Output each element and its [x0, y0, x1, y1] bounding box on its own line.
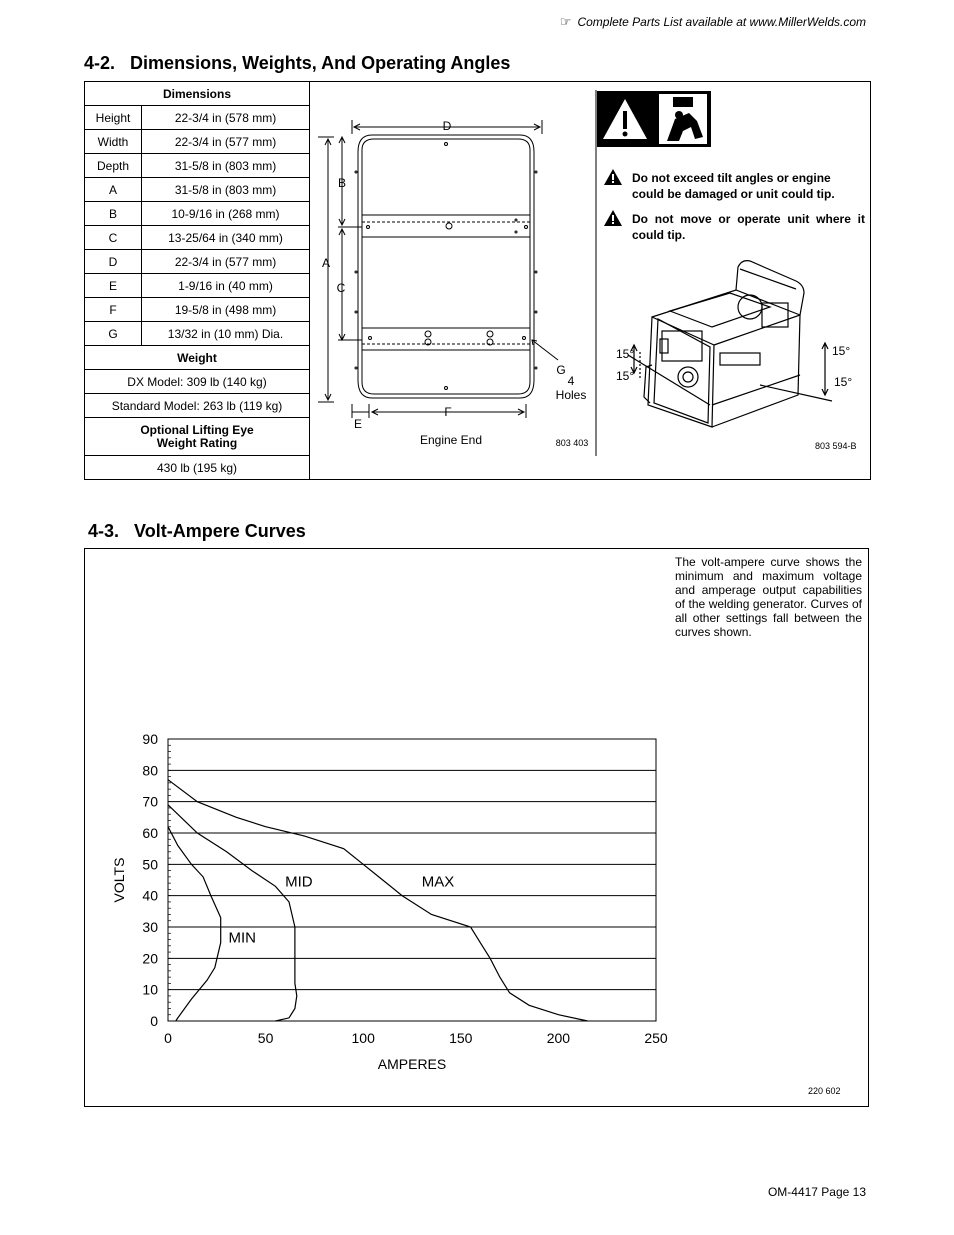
dimension-row	[85, 130, 310, 154]
label-g: G	[556, 363, 566, 377]
dimensions-header: Dimensions	[85, 82, 310, 106]
dimension-row	[85, 322, 310, 346]
warning-symbols	[597, 91, 711, 147]
volt-ampere-chart	[100, 725, 700, 1085]
dimension-row	[85, 226, 310, 250]
x-tick-label: 50	[257, 1030, 274, 1046]
warning-1: Do not exceed tilt angles or engine could be damaged or unit could tip.	[603, 170, 865, 202]
series-line-min	[168, 827, 221, 1021]
label-f: F	[444, 405, 452, 419]
dimension-label: A	[85, 178, 142, 202]
series-label-mid: MID	[285, 873, 313, 891]
dimension-value: 31-5/8 in (803 mm)	[142, 154, 310, 178]
weight-header: Weight	[85, 346, 310, 370]
section-title-dimensions: 4-2. Dimensions, Weights, And Operating Angles	[84, 53, 511, 73]
y-tick-label: 50	[142, 856, 158, 873]
weight-dx: DX Model: 309 lb (140 kg)	[85, 370, 310, 394]
dimension-row	[85, 106, 310, 130]
welder-tilt-illustration	[600, 255, 865, 455]
x-tick-label: 100	[351, 1030, 375, 1046]
dimension-label: E	[85, 274, 142, 298]
tipping-hazard-icon	[597, 91, 711, 147]
angle-left-bottom: 15°	[616, 369, 635, 383]
dimension-label: B	[85, 202, 142, 226]
lifting-eye-value: 430 lb (195 kg)	[85, 456, 310, 480]
dimension-value: 22-3/4 in (577 mm)	[142, 250, 310, 274]
y-tick-label: 70	[142, 793, 158, 810]
dimension-value: 22-3/4 in (577 mm)	[142, 130, 310, 154]
y-tick-label: 40	[142, 887, 158, 904]
dimension-row	[85, 274, 310, 298]
series-line-max	[168, 780, 588, 1021]
warning-triangle-icon	[603, 168, 623, 186]
label-a: A	[321, 256, 331, 270]
dimension-value: 19-5/8 in (498 mm)	[142, 298, 310, 322]
drawing-ref: 803 403	[555, 438, 589, 448]
dimension-label: Depth	[85, 154, 142, 178]
y-tick-label: 0	[150, 1013, 158, 1029]
dimension-label: C	[85, 226, 142, 250]
parts-list-note: ☞ Complete Parts List available at www.MillerWelds.com	[559, 14, 866, 29]
dimension-label: Width	[85, 130, 142, 154]
series-line-mid	[168, 805, 297, 1021]
x-tick-label: 200	[546, 1030, 571, 1046]
x-tick-label: 250	[644, 1030, 668, 1046]
illustration-ref: 803 594-B	[815, 441, 857, 451]
chart-ref: 220 602	[808, 1086, 841, 1096]
dimension-row	[85, 178, 310, 202]
dimension-value: 1-9/16 in (40 mm)	[142, 274, 310, 298]
series-label-min: MIN	[228, 929, 257, 947]
engine-end-label: Engine End	[419, 433, 483, 447]
angle-left-top: 15°	[616, 347, 635, 361]
dimension-label: Height	[85, 106, 142, 130]
dimension-value: 10-9/16 in (268 mm)	[142, 202, 310, 226]
label-b: B	[337, 176, 347, 190]
warning-triangle-icon	[603, 209, 623, 227]
y-tick-label: 30	[142, 919, 158, 935]
dimension-label: G	[85, 322, 142, 346]
warning-2: Do not move or operate unit where it could tip.	[603, 211, 865, 243]
frame-dimension-drawing	[310, 82, 600, 479]
plot-frame	[168, 739, 656, 1021]
page-number: OM-4417 Page 13	[767, 1185, 866, 1199]
dimensions-table	[84, 81, 310, 480]
y-tick-label: 90	[142, 731, 158, 747]
holes-label: Holes	[555, 388, 587, 402]
pointing-hand-icon: ☞	[559, 14, 572, 29]
dimension-value: 13-25/64 in (340 mm)	[142, 226, 310, 250]
holes-count: 4	[567, 374, 575, 388]
angle-right-bottom: 15°	[834, 375, 853, 389]
volt-ampere-description: The volt-ampere curve shows the minimum and maximum voltage and amperage output capabilities of the welding generator. Curves of all other settings fall between the curves shown.	[675, 555, 862, 639]
dimension-value: 22-3/4 in (578 mm)	[142, 106, 310, 130]
dimension-row	[85, 202, 310, 226]
series-label-max: MAX	[421, 873, 455, 891]
y-tick-label: 80	[142, 762, 158, 779]
dimension-label: F	[85, 298, 142, 322]
dimension-label: D	[85, 250, 142, 274]
dimension-row	[85, 250, 310, 274]
dimension-value: 13/32 in (10 mm) Dia.	[142, 322, 310, 346]
lifting-eye-header: Optional Lifting Eye Weight Rating	[85, 418, 310, 456]
x-tick-label: 0	[164, 1030, 172, 1046]
y-axis-label: VOLTS	[111, 857, 127, 903]
weight-standard: Standard Model: 263 lb (119 kg)	[85, 394, 310, 418]
label-c: C	[336, 281, 346, 295]
label-d: D	[442, 119, 452, 133]
y-tick-label: 10	[142, 981, 158, 998]
y-tick-label: 20	[142, 950, 158, 967]
dimension-row	[85, 298, 310, 322]
dimension-value: 31-5/8 in (803 mm)	[142, 178, 310, 202]
dimension-row	[85, 154, 310, 178]
angle-right-top: 15°	[832, 344, 851, 358]
y-tick-label: 60	[142, 825, 158, 841]
section-title-volt-ampere: 4-3. Volt-Ampere Curves	[88, 521, 306, 541]
label-e: E	[353, 417, 363, 431]
x-tick-label: 150	[449, 1030, 473, 1046]
x-axis-label: AMPERES	[377, 1056, 447, 1072]
